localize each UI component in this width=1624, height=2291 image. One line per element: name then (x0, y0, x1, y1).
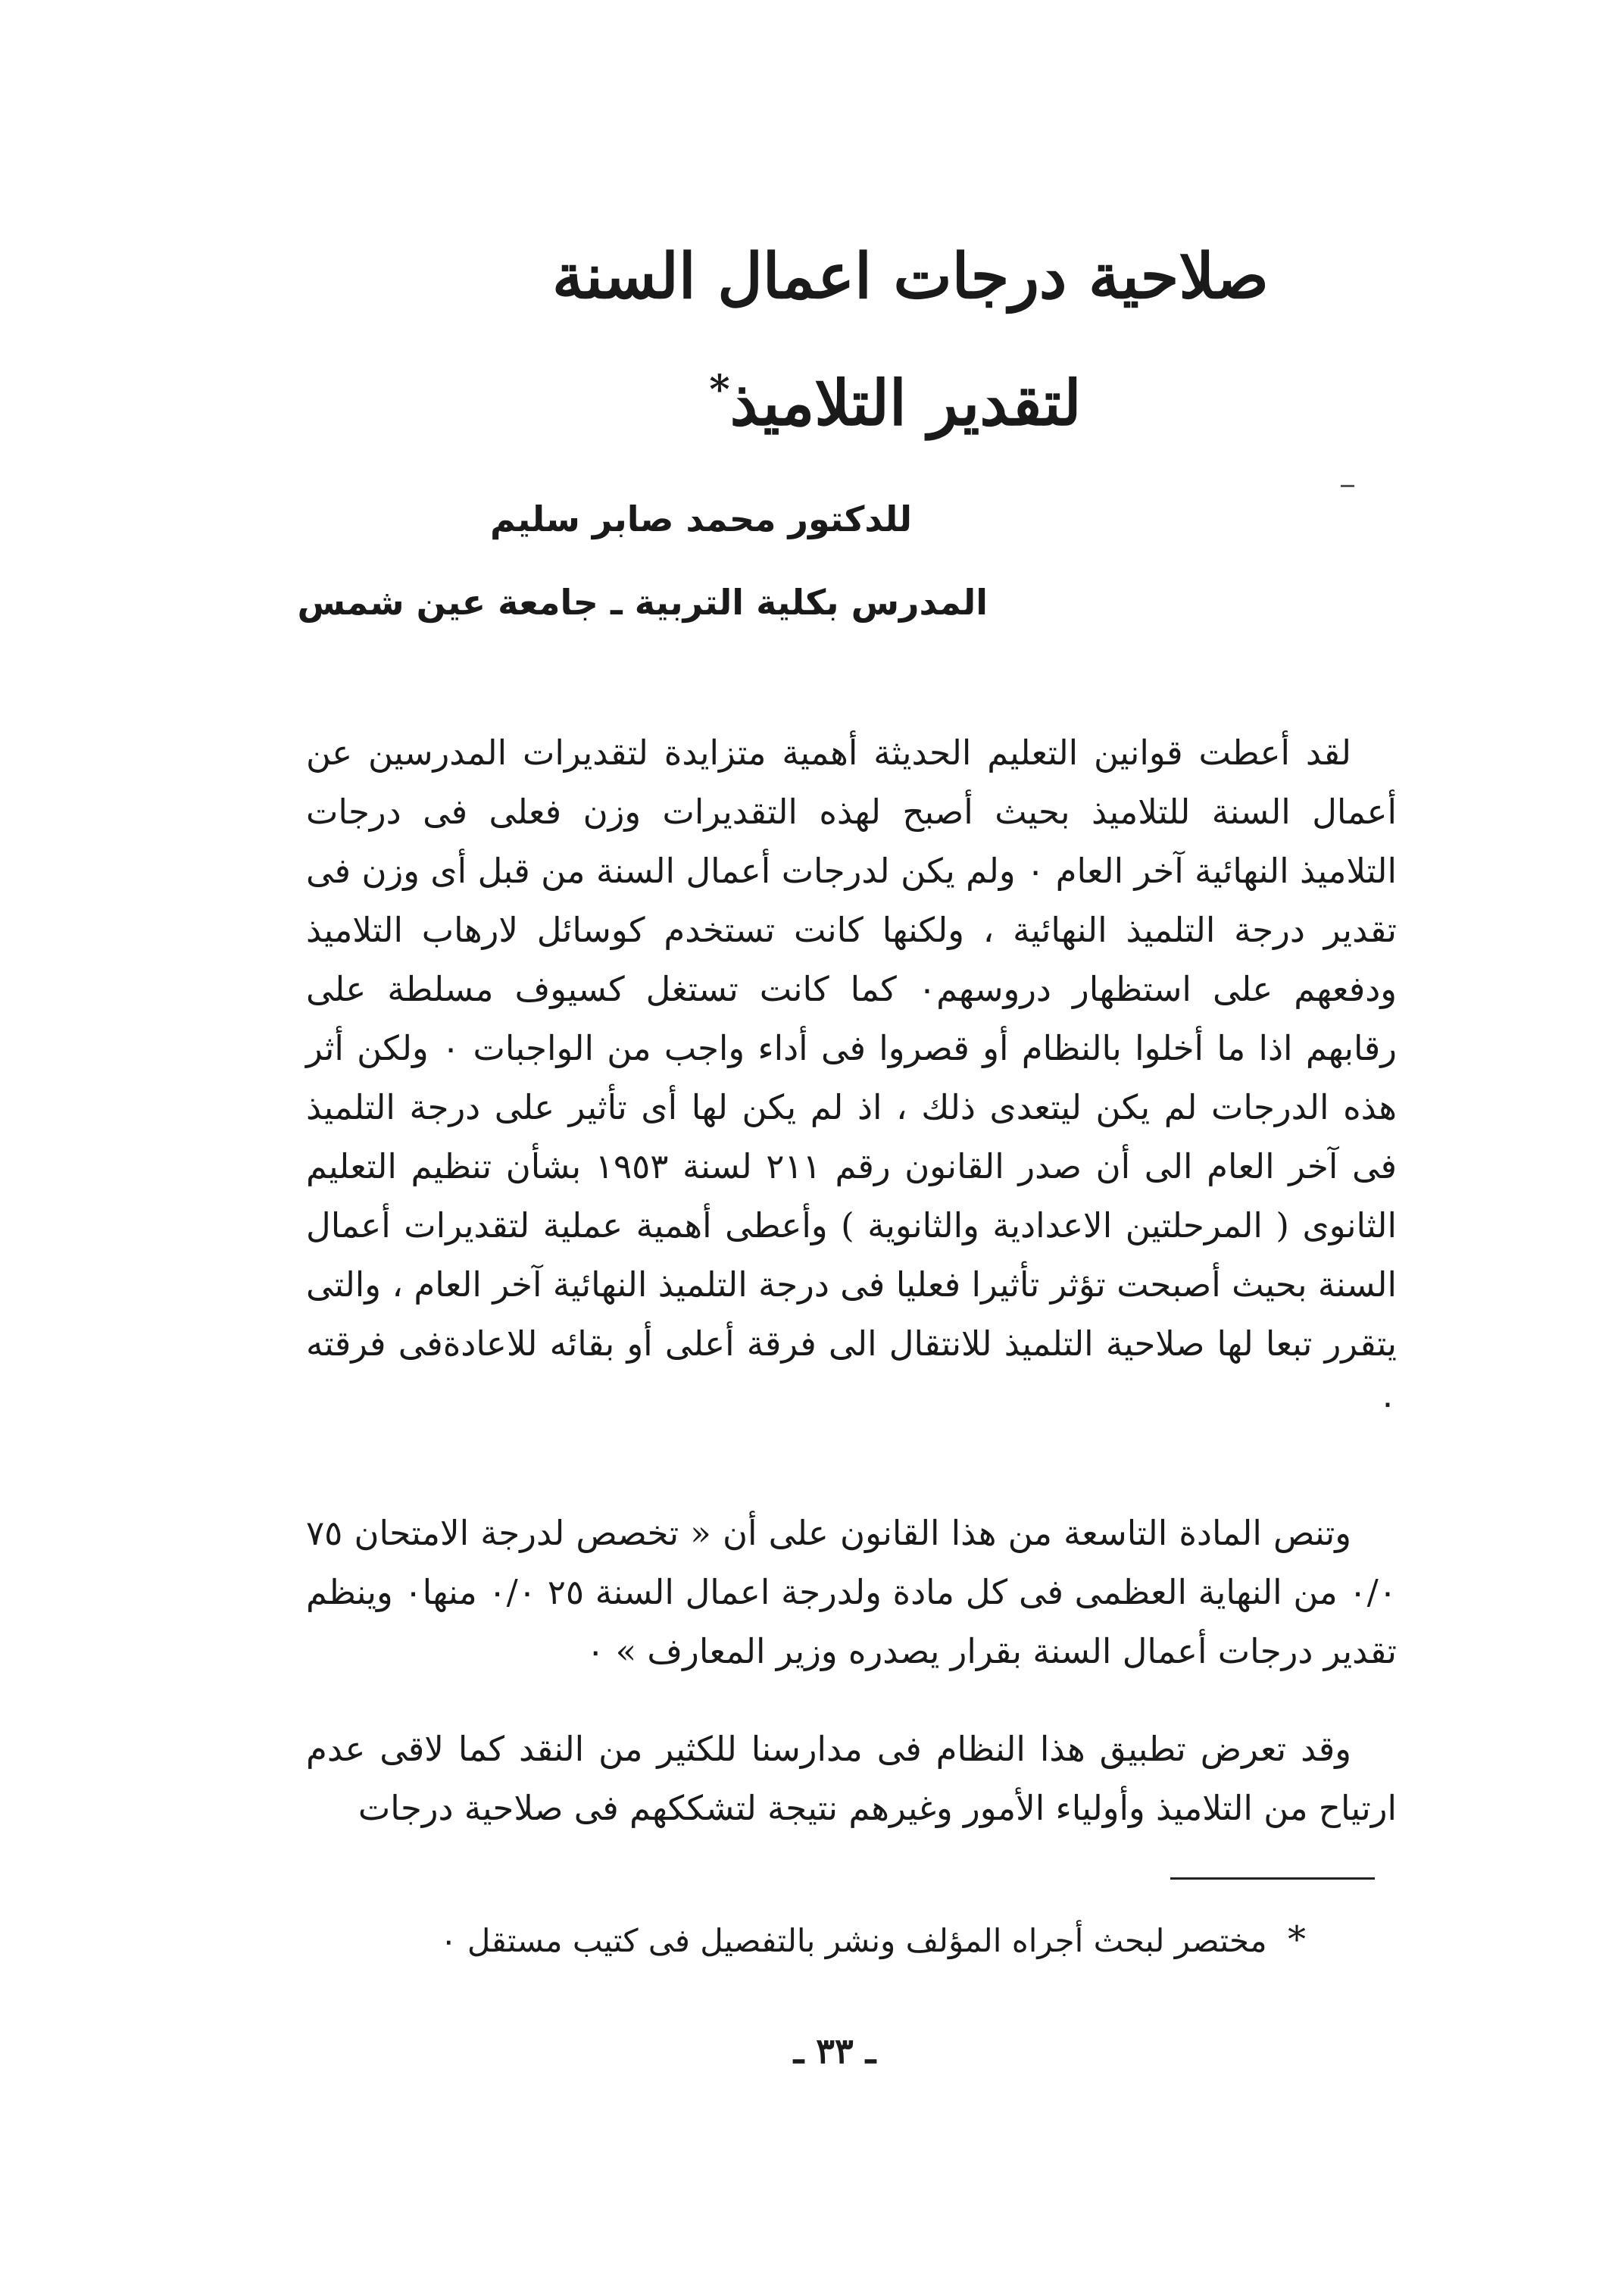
title-footnote-marker: * (709, 367, 730, 413)
body-paragraph-1 (306, 724, 1397, 1433)
footnote-marker: * (1288, 1918, 1306, 1961)
footnote-divider (1170, 1877, 1375, 1880)
paragraph-text: لقد أعطت قوانين التعليم الحديثة أهمية متزايدة لتقديرات المدرسين عن أعمال السنة للتلاميذ بحيث أصبح لهذه التقديرات وزن فعلى فى درجات التلاميذ النهائية آخر العام ٠ ولم يكن لدرجات أعمال السنة من قبل أى وزن فى تقدير درجة التلميذ النهائية ، ولكنها كانت تستخدم كوسائل لارهاب التلاميذ ودفعهم على استظهار دروسهم٠ كما كانت تستغل كسيوف مسلطة على رقابهم اذا ما أخلوا بالنظام أو قصروا فى أداء واجب من الواجبات ٠ ولكن أثر هذه الدرجات لم يكن ليتعدى ذلك ، اذ لم يكن لها أى تأثير على درجة التلميذ فى آخر العام الى أن صدر القانون رقم ٢١١ لسنة ١٩٥٣ بشأن تنظيم التعليم الثانوى ( المرحلتين الاعدادية والثانوية ) وأعطى أهمية عملية لتقديرات أعمال السنة بحيث أصبحت تؤثر تأثيرا فعليا فى درجة التلميذ النهائية آخر العام ، والتى يتقرر تبعا لها صلاحية التلميذ للانتقال الى فرقة أعلى أو بقائه للاعادةفى فرقته ٠ (306, 733, 1398, 1423)
paragraph-text: وقد تعرض تطبيق هذا النظام فى مدارسنا للكثير من النقد كما لاقى عدم ارتياح من التلاميذ وأولياء الأمور وغيرهم نتيجة لتشككهم فى صلاحية درجات (306, 1729, 1397, 1828)
body-paragraph-3 (306, 1720, 1397, 1838)
paragraph-text: وتنص المادة التاسعة من هذا القانون على أن « تخصص لدرجة الامتحان ٧٥ ٠/٠ من النهاية العظمى فى كل مادة ولدرجة اعمال السنة ٢٥ ٠/٠ منها٠ وينظم تقدير درجات أعمال السنة بقرار يصدره وزير المعارف » ٠ (306, 1513, 1397, 1671)
footnote-text: مختصر لبحث أجراه المؤلف ونشر بالتفصيل فى كتيب مستقل ٠ (439, 1922, 1267, 1959)
body-paragraph-2 (306, 1504, 1397, 1681)
author-affiliation: المدرس بكلية التربية ـ جامعة عين شمس (297, 582, 988, 623)
author-block (230, 477, 988, 644)
title-line-1: صلاحية درجات اعمال السنة (552, 240, 1269, 313)
title-line-2 (0, 333, 1624, 460)
footnote (397, 1913, 1306, 1968)
margin-mark (1341, 485, 1354, 487)
article-title (0, 220, 1624, 460)
author-name: للدكتور محمد صابر سليم (489, 499, 912, 539)
page-number: ـ ٣٣ ـ (793, 2030, 876, 2071)
title-line-2-text: لتقدير التلاميذ (729, 367, 1082, 440)
